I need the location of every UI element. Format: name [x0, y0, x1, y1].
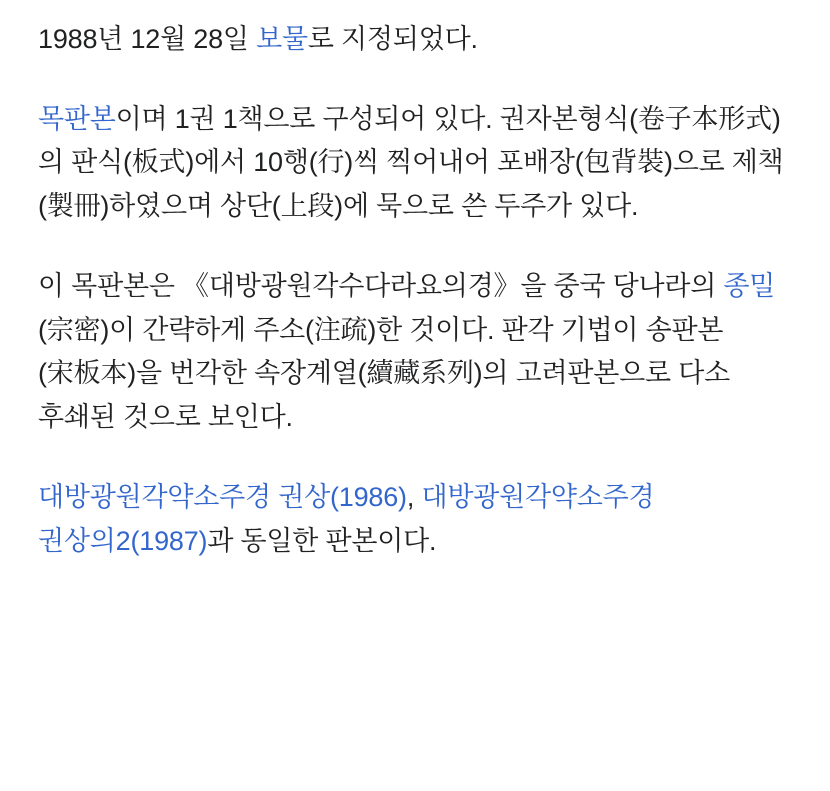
paragraph-3 — [38, 265, 792, 440]
paragraph-2 — [38, 98, 792, 229]
paragraph-text: , — [406, 481, 422, 512]
inline-link[interactable]: 대방광원각약소주경 권상의2(1987) — [38, 481, 655, 556]
paragraph-text: 로 지정되었다. — [307, 24, 478, 54]
inline-link[interactable]: 종밀 — [723, 270, 776, 301]
paragraph-text: 이며 1권 1책으로 구성되어 있다. 권자본형식(卷子本形式)의 판식(板式)에서 10행(行)씩 찍어내어 포배장(包背裝)으로 제책(製冊)하였으며 상단(上段)에 묵으로 쓴 두주가 있다. — [38, 103, 784, 222]
paragraph-4 — [38, 476, 792, 563]
inline-link[interactable]: 보물 — [256, 24, 308, 54]
paragraph-text: 이 목판본은 《대방광원각수다라요의경》을 중국 당나라의 — [38, 270, 724, 301]
paragraph-text: 과 동일한 판본이다. — [207, 525, 437, 556]
paragraph-text: 1988년 12월 28일 — [38, 24, 257, 54]
inline-link[interactable]: 대방광원각약소주경 권상(1986) — [38, 481, 407, 512]
paragraph-text: (宗密)이 간략하게 주소(注疏)한 것이다. 판각 기법이 송판본(宋板本)을 번각한 속장계열(續藏系列)의 고려판본으로 다소 후쇄된 것으로 보인다. — [38, 314, 730, 433]
inline-link[interactable]: 목판본 — [38, 103, 116, 134]
paragraph-1 — [38, 18, 792, 62]
